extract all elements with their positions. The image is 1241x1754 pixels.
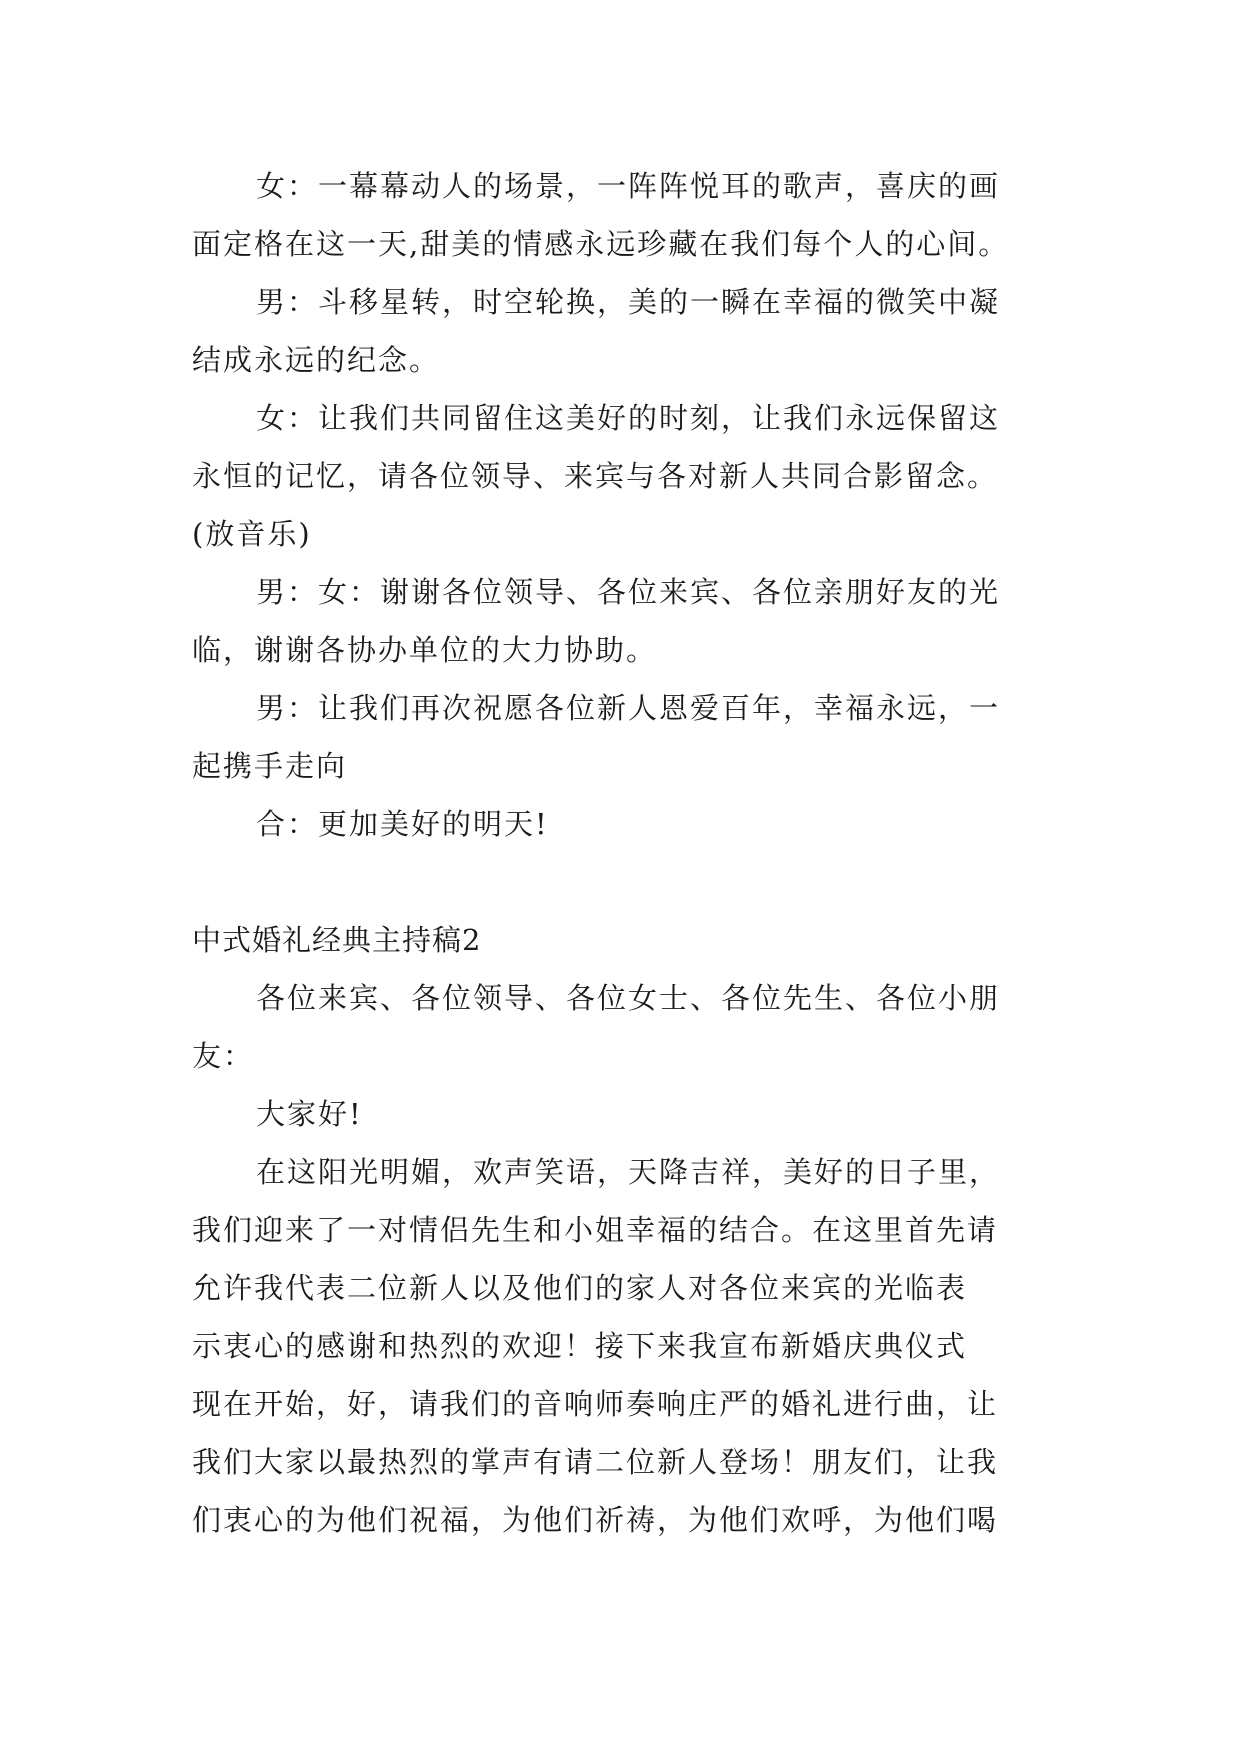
text-line: 现在开始，好，请我们的音响师奏响庄严的婚礼进行曲，让 (192, 1387, 999, 1421)
text-line: (放音乐) (192, 517, 312, 551)
text-line: 结成永远的纪念。 (192, 343, 441, 377)
text-line: 男：斗移星转，时空轮换，美的一瞬在幸福的微笑中凝 (256, 285, 1001, 319)
text-line: 男：让我们再次祝愿各位新人恩爱百年，幸福永远，一 (256, 691, 1001, 725)
text-line: 大家好! (256, 1097, 363, 1131)
text-line: 示衷心的感谢和热烈的欢迎！接下来我宣布新婚庆典仪式 (192, 1329, 968, 1363)
text-line: 友： (192, 1039, 255, 1073)
section-heading: 中式婚礼经典主持稿2 (192, 923, 482, 957)
text-line: 在这阳光明媚，欢声笑语，天降吉祥，美好的日子里， (256, 1155, 1001, 1189)
text-line: 允许我代表二位新人以及他们的家人对各位来宾的光临表 (192, 1271, 968, 1305)
text-line: 合：更加美好的明天! (256, 807, 549, 841)
text-line: 女：一幕幕动人的场景，一阵阵悦耳的歌声，喜庆的画 (256, 169, 1001, 203)
text-line: 面定格在这一天,甜美的情感永远珍藏在我们每个人的心间。 (192, 227, 1010, 261)
text-line: 女：让我们共同留住这美好的时刻，让我们永远保留这 (256, 401, 1001, 435)
text-line: 我们迎来了一对情侣先生和小姐幸福的结合。在这里首先请 (192, 1213, 999, 1247)
text-line: 我们大家以最热烈的掌声有请二位新人登场！朋友们，让我 (192, 1445, 999, 1479)
text-line: 各位来宾、各位领导、各位女士、各位先生、各位小朋 (256, 981, 1001, 1015)
text-line: 临，谢谢各协办单位的大力协助。 (192, 633, 658, 667)
text-line: 男：女：谢谢各位领导、各位来宾、各位亲朋好友的光 (256, 575, 1001, 609)
text-line: 永恒的记忆，请各位领导、来宾与各对新人共同合影留念。 (192, 459, 999, 493)
text-line: 起携手走向 (192, 749, 348, 783)
text-line: 们衷心的为他们祝福，为他们祈祷，为他们欢呼，为他们喝 (192, 1503, 999, 1537)
